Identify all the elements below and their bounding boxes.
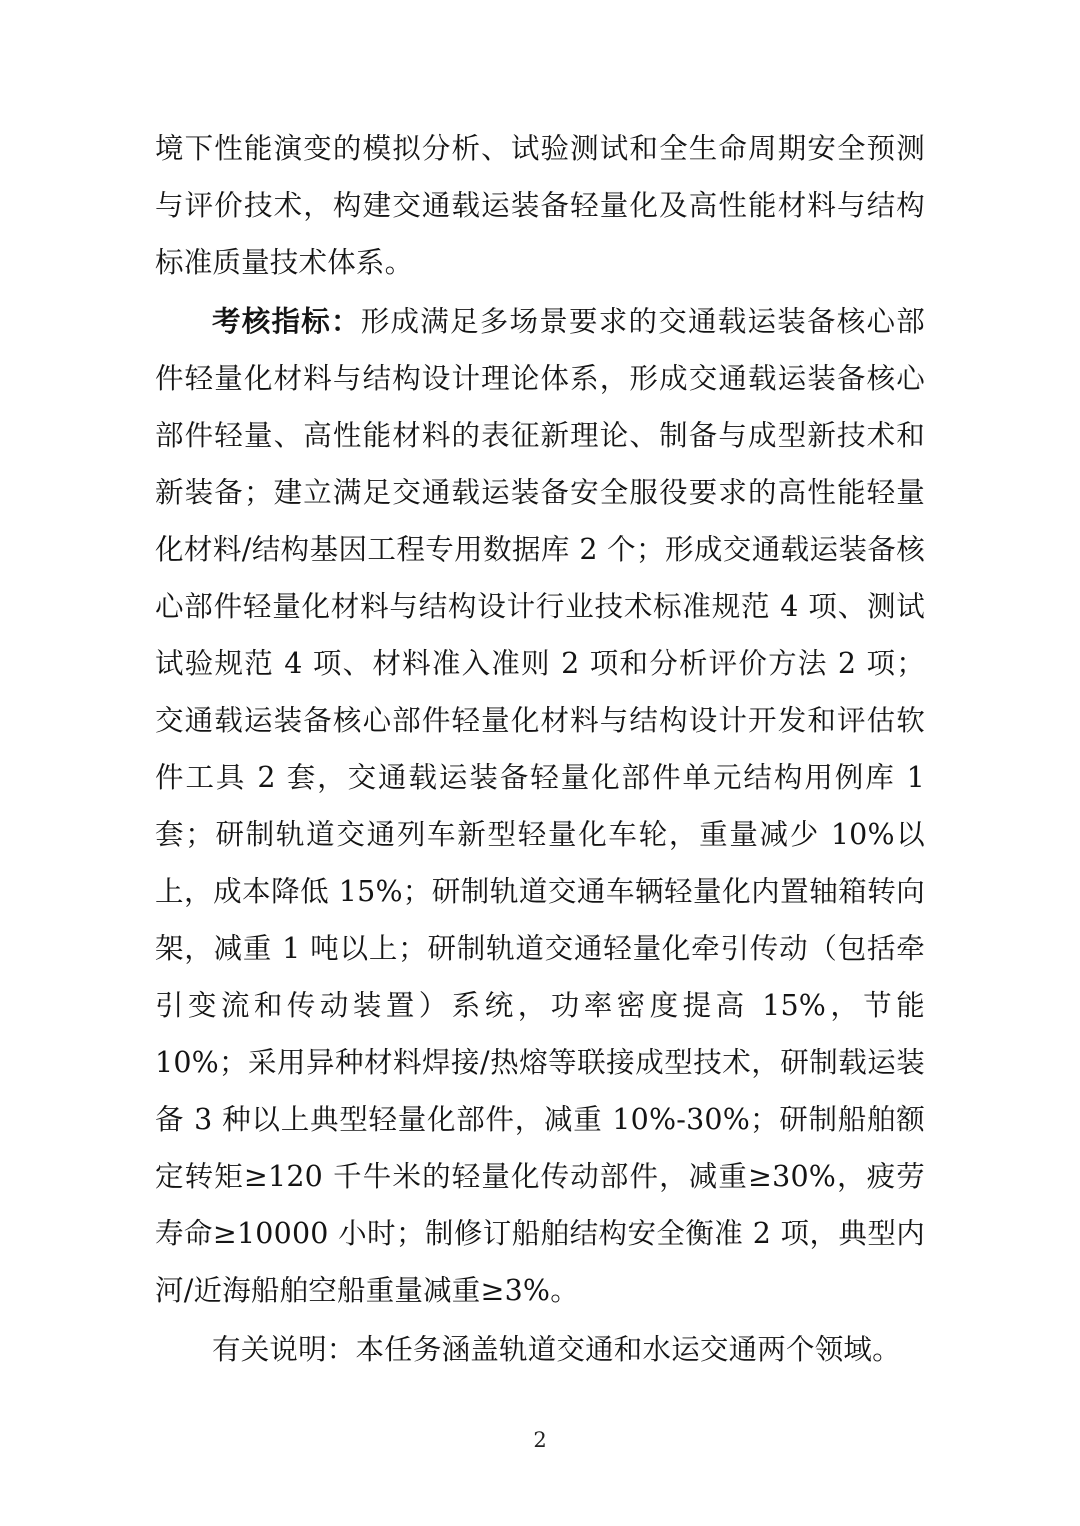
- assessment-indicators-label: 考核指标：: [212, 304, 361, 338]
- paragraph-text: 形成满足多场景要求的交通载运装备核心部件轻量化材料与结构设计理论体系，形成交通载运装备核心部件轻量、高性能材料的表征新理论、制备与成型新技术和新装备；建立满足交通载运装备安全服役要求的高性能轻量化材料/结构基因工程专用数据库 2 个；形成交通载运装备核心部件轻量化材料与结构设计行业技术标准规范 4 项、测试试验规范 4 项、材料准入准则 2 项和分析评价方法 2 项；交通载运装备核心部件轻量化材料与结构设计开发和评估软件工具 2 套，交通载运装备轻量化部件单元结构用例库 1 套；研制轨道交通列车新型轻量化车轮，重量减少 10%以上，成本降低 15%；研制轨道交通车辆轻量化内置轴箱转向架，减重 1 吨以上；研制轨道交通轻量化牵引传动（包括牵引变流和传动装置）系统，功率密度提高 15%，节能 10%；采用异种材料焊接/热熔等联接成型技术，研制载运装备 3 种以上典型轻量化部件，减重 10%-30%；研制船舶额定转矩≥120 千牛米的轻量化传动部件，减重≥30%，疲劳寿命≥10000 小时；制修订船舶结构安全衡准 2 项，典型内河/近海船舶空船重量减重≥3%。: [155, 305, 925, 1307]
- paragraph-related-notes: [155, 1321, 925, 1378]
- paragraph-assessment-indicators: [155, 293, 925, 1319]
- page-body: [155, 120, 925, 1378]
- paragraph-text: 有关说明：本任务涵盖轨道交通和水运交通两个领域。: [212, 1333, 901, 1366]
- paragraph-text: 境下性能演变的模拟分析、试验测试和全生命周期安全预测与评价技术，构建交通载运装备轻量化及高性能材料与结构标准质量技术体系。: [155, 132, 925, 279]
- page-number: 2: [533, 1428, 547, 1452]
- paragraph-continuation: [155, 120, 925, 291]
